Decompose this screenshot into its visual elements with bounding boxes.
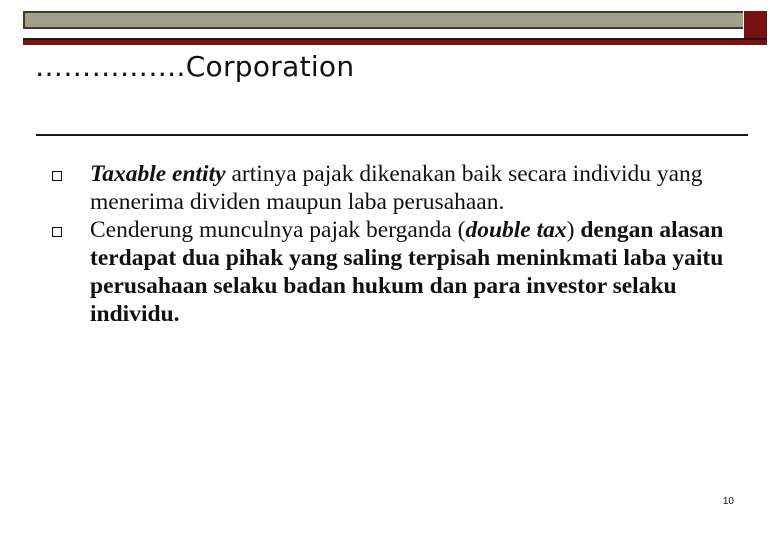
bullet-2-text-b: )	[566, 217, 581, 243]
top-red-square	[744, 11, 767, 40]
top-decor-band	[23, 11, 767, 41]
bullet-2-term: double tax	[465, 217, 567, 243]
square-bullet-icon	[52, 171, 62, 181]
bullet-item-2	[52, 216, 752, 328]
square-bullet-icon	[52, 227, 62, 237]
title-divider	[36, 134, 748, 136]
bullet-2-text-a: Cenderung munculnya pajak berganda (	[90, 217, 466, 243]
top-gray-bar	[23, 11, 743, 29]
bullet-list	[52, 160, 752, 328]
bullet-2-text-c: dengan alasan terdapat dua pihak yang saling terpisah meninkmati laba yaitu perusahaan selaku badan hukum dan para investor selaku individu.	[90, 217, 724, 327]
slide-title: …………….Corporation	[35, 50, 355, 83]
bullet-item-1	[52, 160, 752, 216]
page-number: 10	[722, 496, 734, 507]
top-red-bar	[23, 40, 767, 45]
bullet-1-term: Taxable entity	[90, 161, 226, 187]
bullet-1-text: artinya pajak dikenakan baik secara individu yang menerima dividen maupun laba perusahaan.	[90, 161, 703, 215]
